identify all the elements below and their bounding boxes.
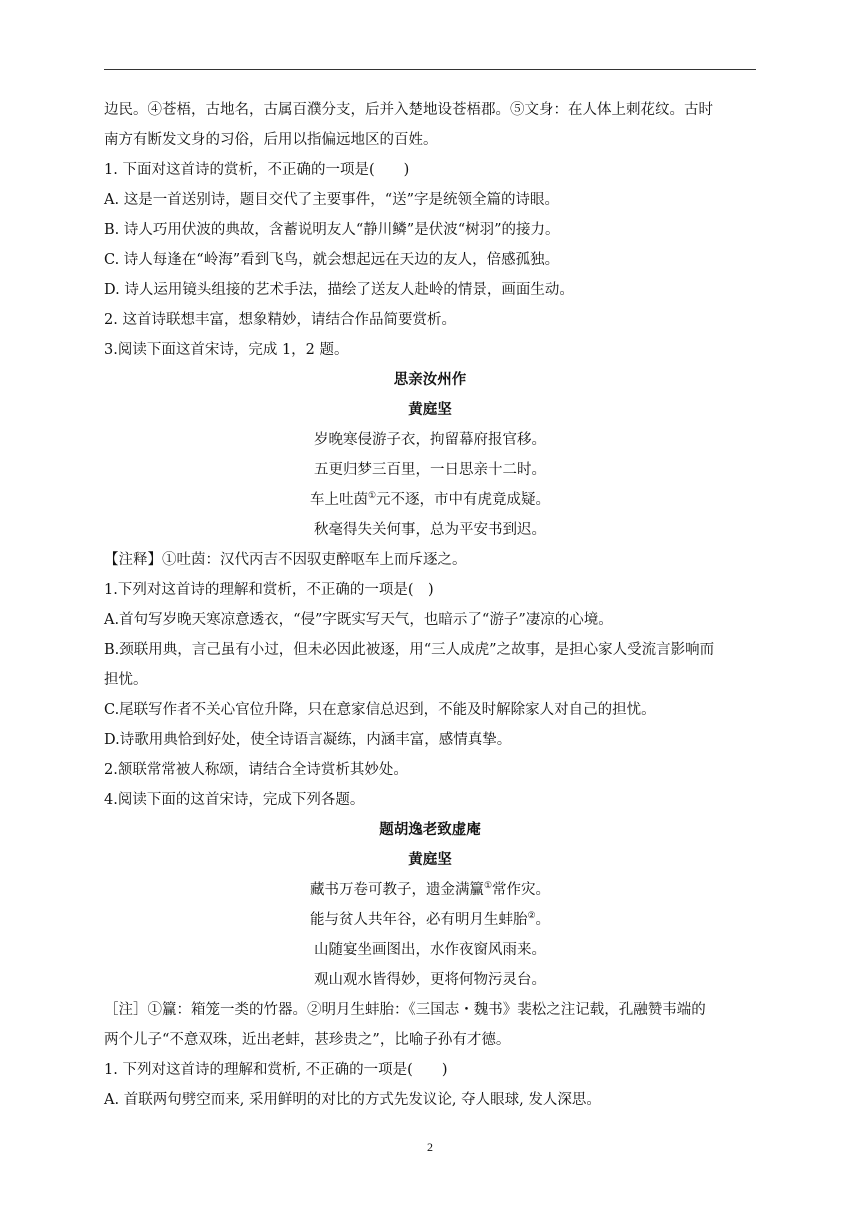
poem-author: 黄庭坚 bbox=[408, 401, 452, 418]
footnote-marker: ① bbox=[367, 491, 377, 502]
poem-line: 秋毫得失关何事，总为平安书到迟。 bbox=[314, 522, 546, 538]
poem-text: 元不逐，市中有虎竟成疑。 bbox=[376, 492, 551, 508]
poem-title: 题胡逸老致虚庵 bbox=[379, 821, 481, 838]
poem-line: 岁晚寒侵游子衣，拘留幕府报官移。 bbox=[314, 432, 546, 448]
note-line: ［注］①籯：箱笼一类的竹器。②明月生蚌胎：《三国志・魏书》裴松之注记载，孔融赞韦端的 bbox=[104, 1002, 706, 1018]
option-line: B. 诗人巧用伏波的典故，含蓄说明友人“静川鳞”是伏波“树羽”的接力。 bbox=[104, 222, 560, 238]
poem-line bbox=[104, 485, 756, 515]
poem-text: 。 bbox=[535, 912, 551, 928]
option-line: D. 诗人运用镜头组接的艺术手法，描绘了送友人赴岭的情景，画面生动。 bbox=[104, 282, 574, 298]
question-line: 1.下列对这首诗的理解和赏析，不正确的一项是( ) bbox=[104, 582, 434, 598]
poem-line: 观山观水皆得妙，更将何物污灵台。 bbox=[314, 972, 546, 988]
option-line: 担忧。 bbox=[104, 672, 148, 688]
option-line: A. 这是一首送别诗，题目交代了主要事件，“送”字是统领全篇的诗眼。 bbox=[104, 192, 560, 208]
poem-text: 藏书万卷可教子，遗金满籯 bbox=[309, 882, 484, 898]
poem-line bbox=[104, 875, 756, 905]
poem-title: 思亲汝州作 bbox=[393, 371, 467, 388]
option-line: A. 首联两句劈空而来, 采用鲜明的对比的方式先发议论, 夺人眼球, 发人深思。 bbox=[104, 1092, 601, 1108]
poem-line bbox=[104, 905, 756, 935]
question-line: 2.颔联常常被人称颂，请结合全诗赏析其妙处。 bbox=[104, 762, 408, 778]
note-line: 南方有断发文身的习俗，后用以指偏远地区的百姓。 bbox=[104, 132, 438, 148]
option-line: C. 诗人每逢在“岭海”看到飞鸟，就会想起远在天边的友人，倍感孤独。 bbox=[104, 252, 560, 268]
option-line: B.颈联用典，言己虽有小过，但未必因此被逐，用“三人成虎”之故事，是担心家人受流言影响而 bbox=[104, 642, 715, 658]
question-line: 1. 下面对这首诗的赏析，不正确的一项是( ) bbox=[104, 162, 410, 178]
question-line: 2. 这首诗联想丰富，想象精妙，请结合作品简要赏析。 bbox=[104, 312, 456, 328]
poem-line: 五更归梦三百里，一日思亲十二时。 bbox=[314, 462, 546, 478]
question-line: 1. 下列对这首诗的理解和赏析, 不正确的一项是( ) bbox=[104, 1062, 448, 1078]
footnote-marker: ① bbox=[483, 881, 493, 892]
header-rule bbox=[104, 69, 756, 70]
page-number: 2 bbox=[427, 1140, 433, 1154]
note-line: 两个儿子“不意双珠，近出老蚌，甚珍贵之”，比喻子孙有才德。 bbox=[104, 1032, 511, 1048]
option-line: A.首句写岁晚天寒凉意透衣，“侵”字既实写天气，也暗示了“游子”凄凉的心境。 bbox=[104, 612, 613, 628]
poem-text: 常作灾。 bbox=[492, 882, 551, 898]
option-line: C.尾联写作者不关心官位升降，只在意家信总迟到，不能及时解除家人对自己的担忧。 bbox=[104, 702, 656, 718]
poem-text: 能与贫人共年谷，必有明月生蚌胎 bbox=[309, 912, 528, 928]
document-body bbox=[104, 95, 756, 1115]
poem-author: 黄庭坚 bbox=[408, 851, 452, 868]
question-line: 4.阅读下面的这首宋诗，完成下列各题。 bbox=[104, 792, 365, 808]
note-line: 边民。④苍梧，古地名，古属百濮分支，后并入楚地设苍梧郡。⑤文身：在人体上刺花纹。古时 bbox=[104, 102, 713, 118]
question-line: 3.阅读下面这首宋诗，完成 1，2 题。 bbox=[104, 342, 349, 358]
poem-text: 车上吐茵 bbox=[309, 492, 368, 508]
footnote-marker: ② bbox=[527, 911, 536, 922]
poem-line: 山随宴坐画图出，水作夜窗风雨来。 bbox=[314, 942, 546, 958]
option-line: D.诗歌用典恰到好处，使全诗语言凝练，内涵丰富，感情真挚。 bbox=[104, 732, 512, 748]
note-line: 【注释】①吐茵：汉代丙吉不因驭吏醉呕车上而斥逐之。 bbox=[104, 552, 467, 568]
